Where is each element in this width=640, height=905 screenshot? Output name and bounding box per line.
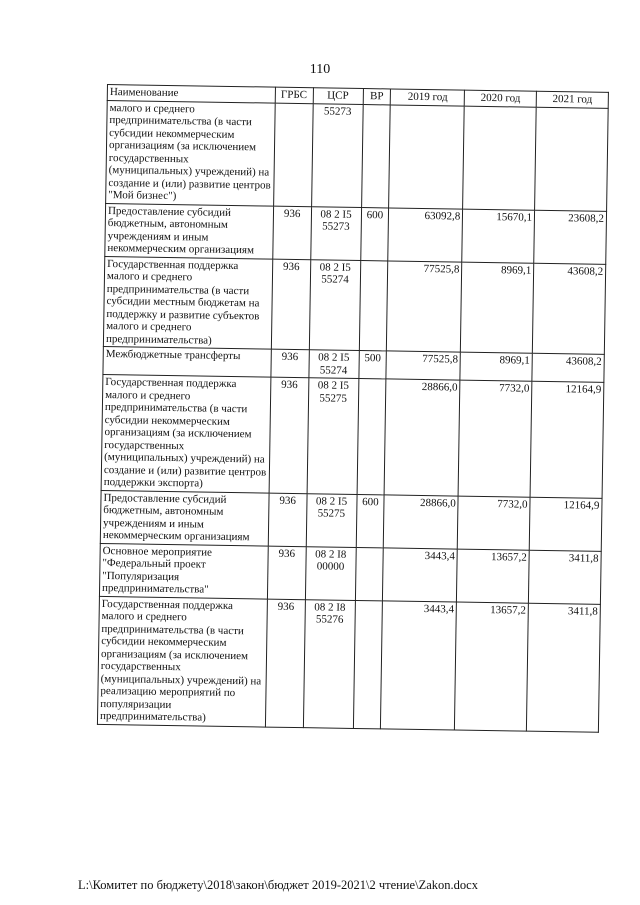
row-grbs: 936 [267, 546, 306, 600]
row-2020: 8969,1 [461, 262, 534, 354]
row-csr: 08 2 I8 00000 [305, 546, 356, 600]
header-2020: 2020 год [465, 90, 537, 107]
row-2021: 12164,9 [530, 381, 604, 498]
header-vr: ВР [363, 89, 391, 105]
footer-file-path: L:\Комитет по бюджету\2018\закон\бюджет 2019-2021\2 чтение\Zakon.docx [78, 878, 478, 892]
row-csr: 08 2 I5 55275 [306, 493, 357, 547]
row-name: Государственная поддержка малого и среднего предпринимательства (в части субсидии некоммерческим организациям (за исключением государственных (муниципальных) учреждений) на создание и (или) развитие центров поддержки экспорта) [101, 374, 270, 492]
table-row [100, 490, 602, 551]
row-2019: 77525,8 [386, 351, 460, 380]
row-name: Межбюджетные трансферты [103, 346, 271, 377]
row-csr: 08 2 I5 55274 [309, 259, 360, 350]
row-csr: 08 2 I5 55273 [310, 206, 361, 260]
row-2019: 3443,4 [383, 547, 458, 601]
row-name: Предоставление субсидий бюджетным, автономным учреждениям и иным некоммерческим организациям [100, 490, 268, 546]
row-vr [353, 600, 383, 728]
table-row [106, 100, 609, 211]
row-2020: 13657,2 [455, 602, 529, 731]
row-name: Государственная поддержка малого и среднего предпринимательства (в части субсидии местным бюджетам на поддержку и развитие субъектов малого и среднего предпринимательства) [103, 256, 272, 349]
row-2021: 23608,2 [534, 210, 607, 264]
row-grbs: 936 [265, 599, 305, 728]
row-grbs: 936 [271, 349, 309, 378]
row-vr: 500 [358, 350, 386, 378]
row-2019 [389, 104, 464, 208]
budget-table [97, 84, 609, 732]
row-csr: 08 2 I5 55275 [307, 378, 359, 494]
row-name: Государственная поддержка малого и среднего предпринимательства (в части субсидии некоммерческим организациям (за исключением государственных (муниципальных) учреждений) на реализацию мероприятий по популяризации предпринимательства) [97, 596, 267, 727]
row-vr [357, 378, 387, 494]
row-name: Предоставление субсидий бюджетным, автономным учреждениям и иным некоммерческим организациям [105, 203, 273, 259]
row-grbs: 936 [271, 259, 310, 350]
row-vr [359, 260, 388, 351]
row-2021 [535, 107, 608, 211]
row-vr: 600 [356, 494, 385, 547]
page-number: 110 [309, 62, 331, 77]
table-row [101, 374, 604, 497]
row-2021: 12164,9 [529, 497, 602, 551]
header-2021: 2021 год [536, 91, 608, 108]
row-grbs: 936 [272, 206, 311, 260]
row-vr [361, 104, 391, 207]
row-2021: 43608,2 [532, 263, 605, 355]
header-grbs: ГРБС [275, 87, 313, 103]
row-2019: 28866,0 [384, 494, 459, 548]
row-2021: 43608,2 [532, 353, 604, 382]
row-grbs [273, 103, 313, 207]
row-2019: 3443,4 [381, 600, 457, 729]
row-csr: 08 2 I5 55274 [309, 350, 359, 379]
row-vr: 600 [360, 207, 389, 260]
row-vr [355, 547, 384, 600]
row-2019: 63092,8 [388, 207, 463, 261]
row-2019: 77525,8 [387, 260, 462, 352]
table-row [99, 543, 601, 604]
row-2020: 13657,2 [457, 549, 530, 603]
row-name: малого и среднего предпринимательства (в части субсидии некоммерческим организациям (за исключением государственных (муниципальных) учреждений) на создание и (или) развитие центров "Мой бизнес") [106, 100, 275, 206]
row-csr: 55273 [311, 103, 363, 207]
table-row [105, 203, 607, 264]
row-2020: 8969,1 [460, 352, 532, 381]
row-csr: 08 2 I8 55276 [303, 599, 355, 728]
table-row [97, 596, 600, 732]
row-2020: 7732,0 [458, 496, 531, 550]
row-name: Основное мероприятие "Федеральный проект "Популяризация предпринимательства" [99, 543, 267, 599]
row-grbs: 936 [268, 493, 307, 547]
header-csr: ЦСР [313, 88, 363, 104]
row-2020: 15670,1 [462, 209, 535, 263]
table-row [103, 256, 605, 354]
row-2019: 28866,0 [385, 379, 461, 496]
row-grbs: 936 [269, 377, 309, 493]
header-name: Наименование [107, 85, 275, 103]
row-2020 [463, 106, 536, 210]
row-2021: 3411,8 [527, 603, 601, 732]
row-2020: 7732,0 [458, 380, 532, 497]
header-2019: 2019 год [391, 89, 465, 106]
row-2021: 3411,8 [529, 550, 602, 604]
